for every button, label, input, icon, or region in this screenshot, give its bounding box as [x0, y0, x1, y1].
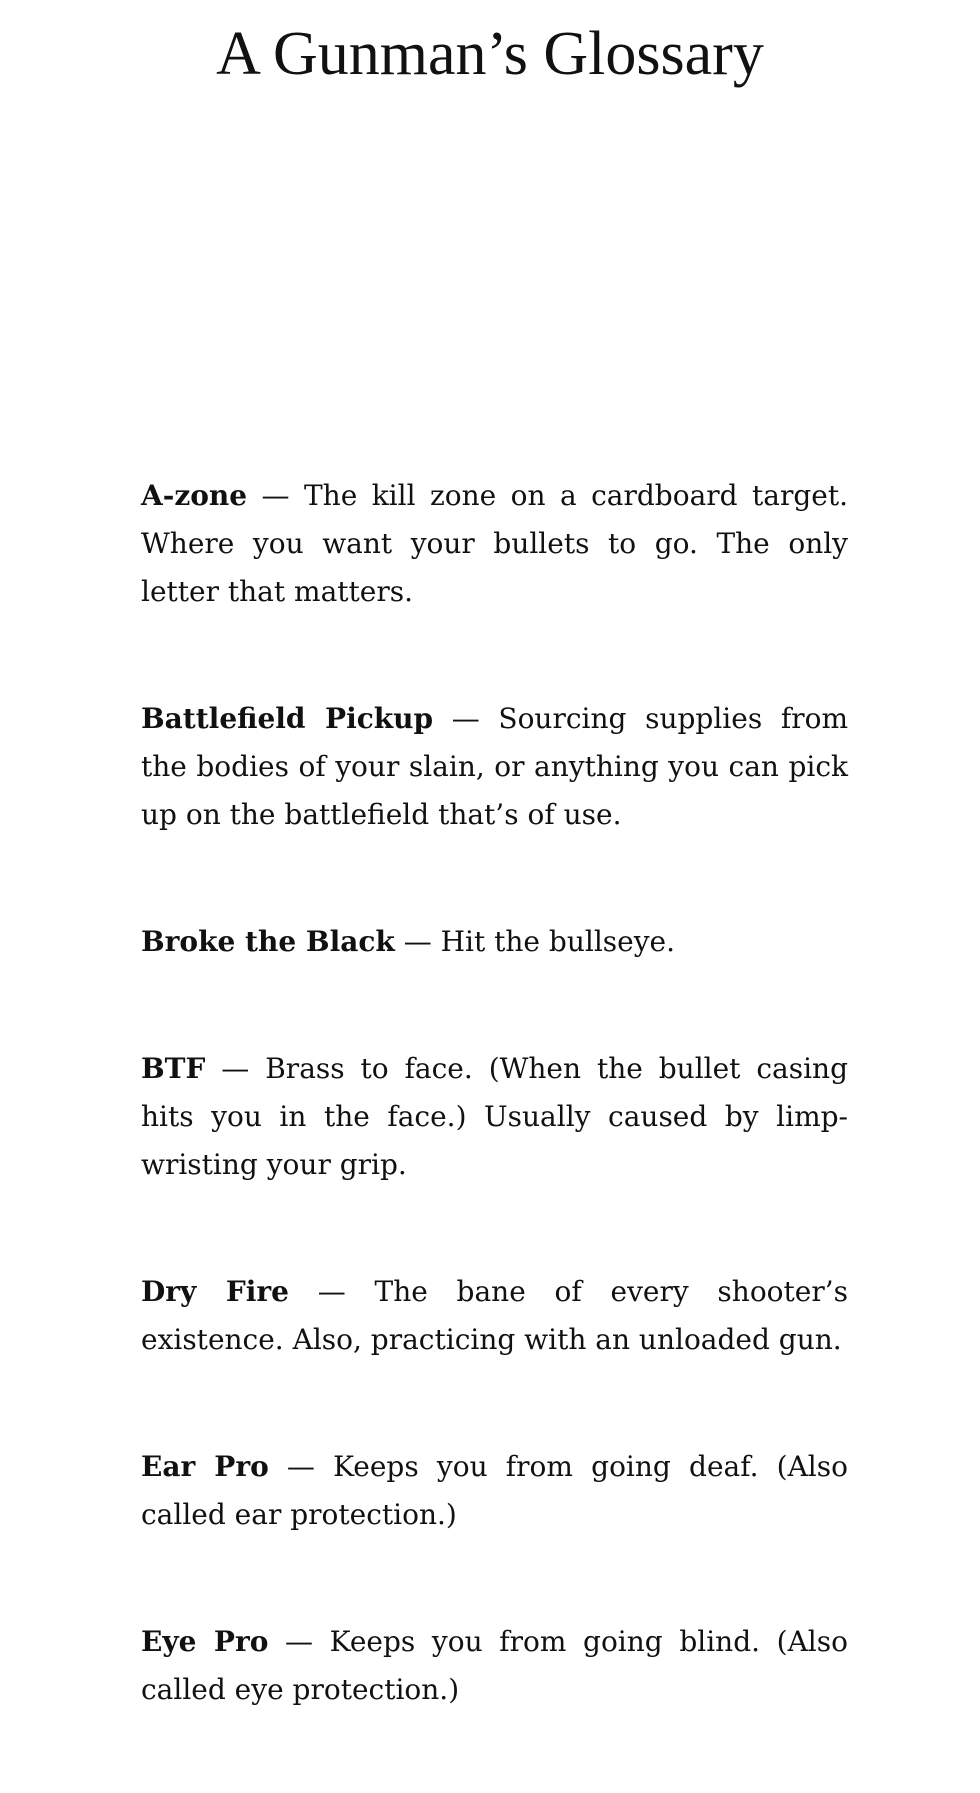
glossary-entry-a-zone [141, 472, 848, 616]
em-dash: — [205, 1052, 266, 1085]
glossary-term: Battlefield Pickup [141, 702, 434, 735]
glossary-entry-battlefield-pickup [141, 695, 848, 839]
em-dash: — [268, 1625, 330, 1658]
glossary-definition: Hit the bullseye. [440, 925, 676, 958]
page-title: A Gunman’s Glossary [216, 20, 764, 88]
glossary-term: Dry Fire [141, 1275, 289, 1308]
glossary-definition: The bane of every shooter’s existence. Also, practicing with an unloaded gun. [141, 1275, 849, 1356]
em-dash: — [289, 1275, 375, 1308]
glossary-definition: Keeps you from going blind. (Also called eye protection.) [141, 1625, 848, 1706]
glossary-term: A-zone [141, 479, 248, 512]
em-dash: — [394, 925, 441, 958]
glossary-list [141, 472, 848, 1793]
glossary-entry-eye-pro [141, 1618, 848, 1714]
glossary-definition: Keeps you from going deaf. (Also called ear protection.) [141, 1450, 848, 1531]
glossary-definition: The kill zone on a cardboard target. Where you want your bullets to go. The only letter that matters. [141, 479, 848, 608]
glossary-definition: Brass to face. (When the bullet casing hits you in the face.) Usually caused by limp-wristing your grip. [141, 1052, 848, 1181]
glossary-term: Broke the Black [141, 925, 395, 958]
glossary-definition: Sourcing supplies from the bodies of your slain, or anything you can pick up on the battlefield that’s of use. [141, 702, 848, 831]
glossary-entry-dry-fire [141, 1268, 848, 1364]
glossary-term: Eye Pro [141, 1625, 269, 1658]
glossary-term: BTF [141, 1052, 206, 1085]
glossary-entry-ear-pro [141, 1443, 848, 1539]
glossary-entry-btf [141, 1045, 848, 1189]
em-dash: — [268, 1450, 334, 1483]
em-dash: — [433, 702, 499, 735]
glossary-term: Ear Pro [141, 1450, 269, 1483]
em-dash: — [247, 479, 304, 512]
glossary-entry-broke-the-black [141, 918, 848, 966]
